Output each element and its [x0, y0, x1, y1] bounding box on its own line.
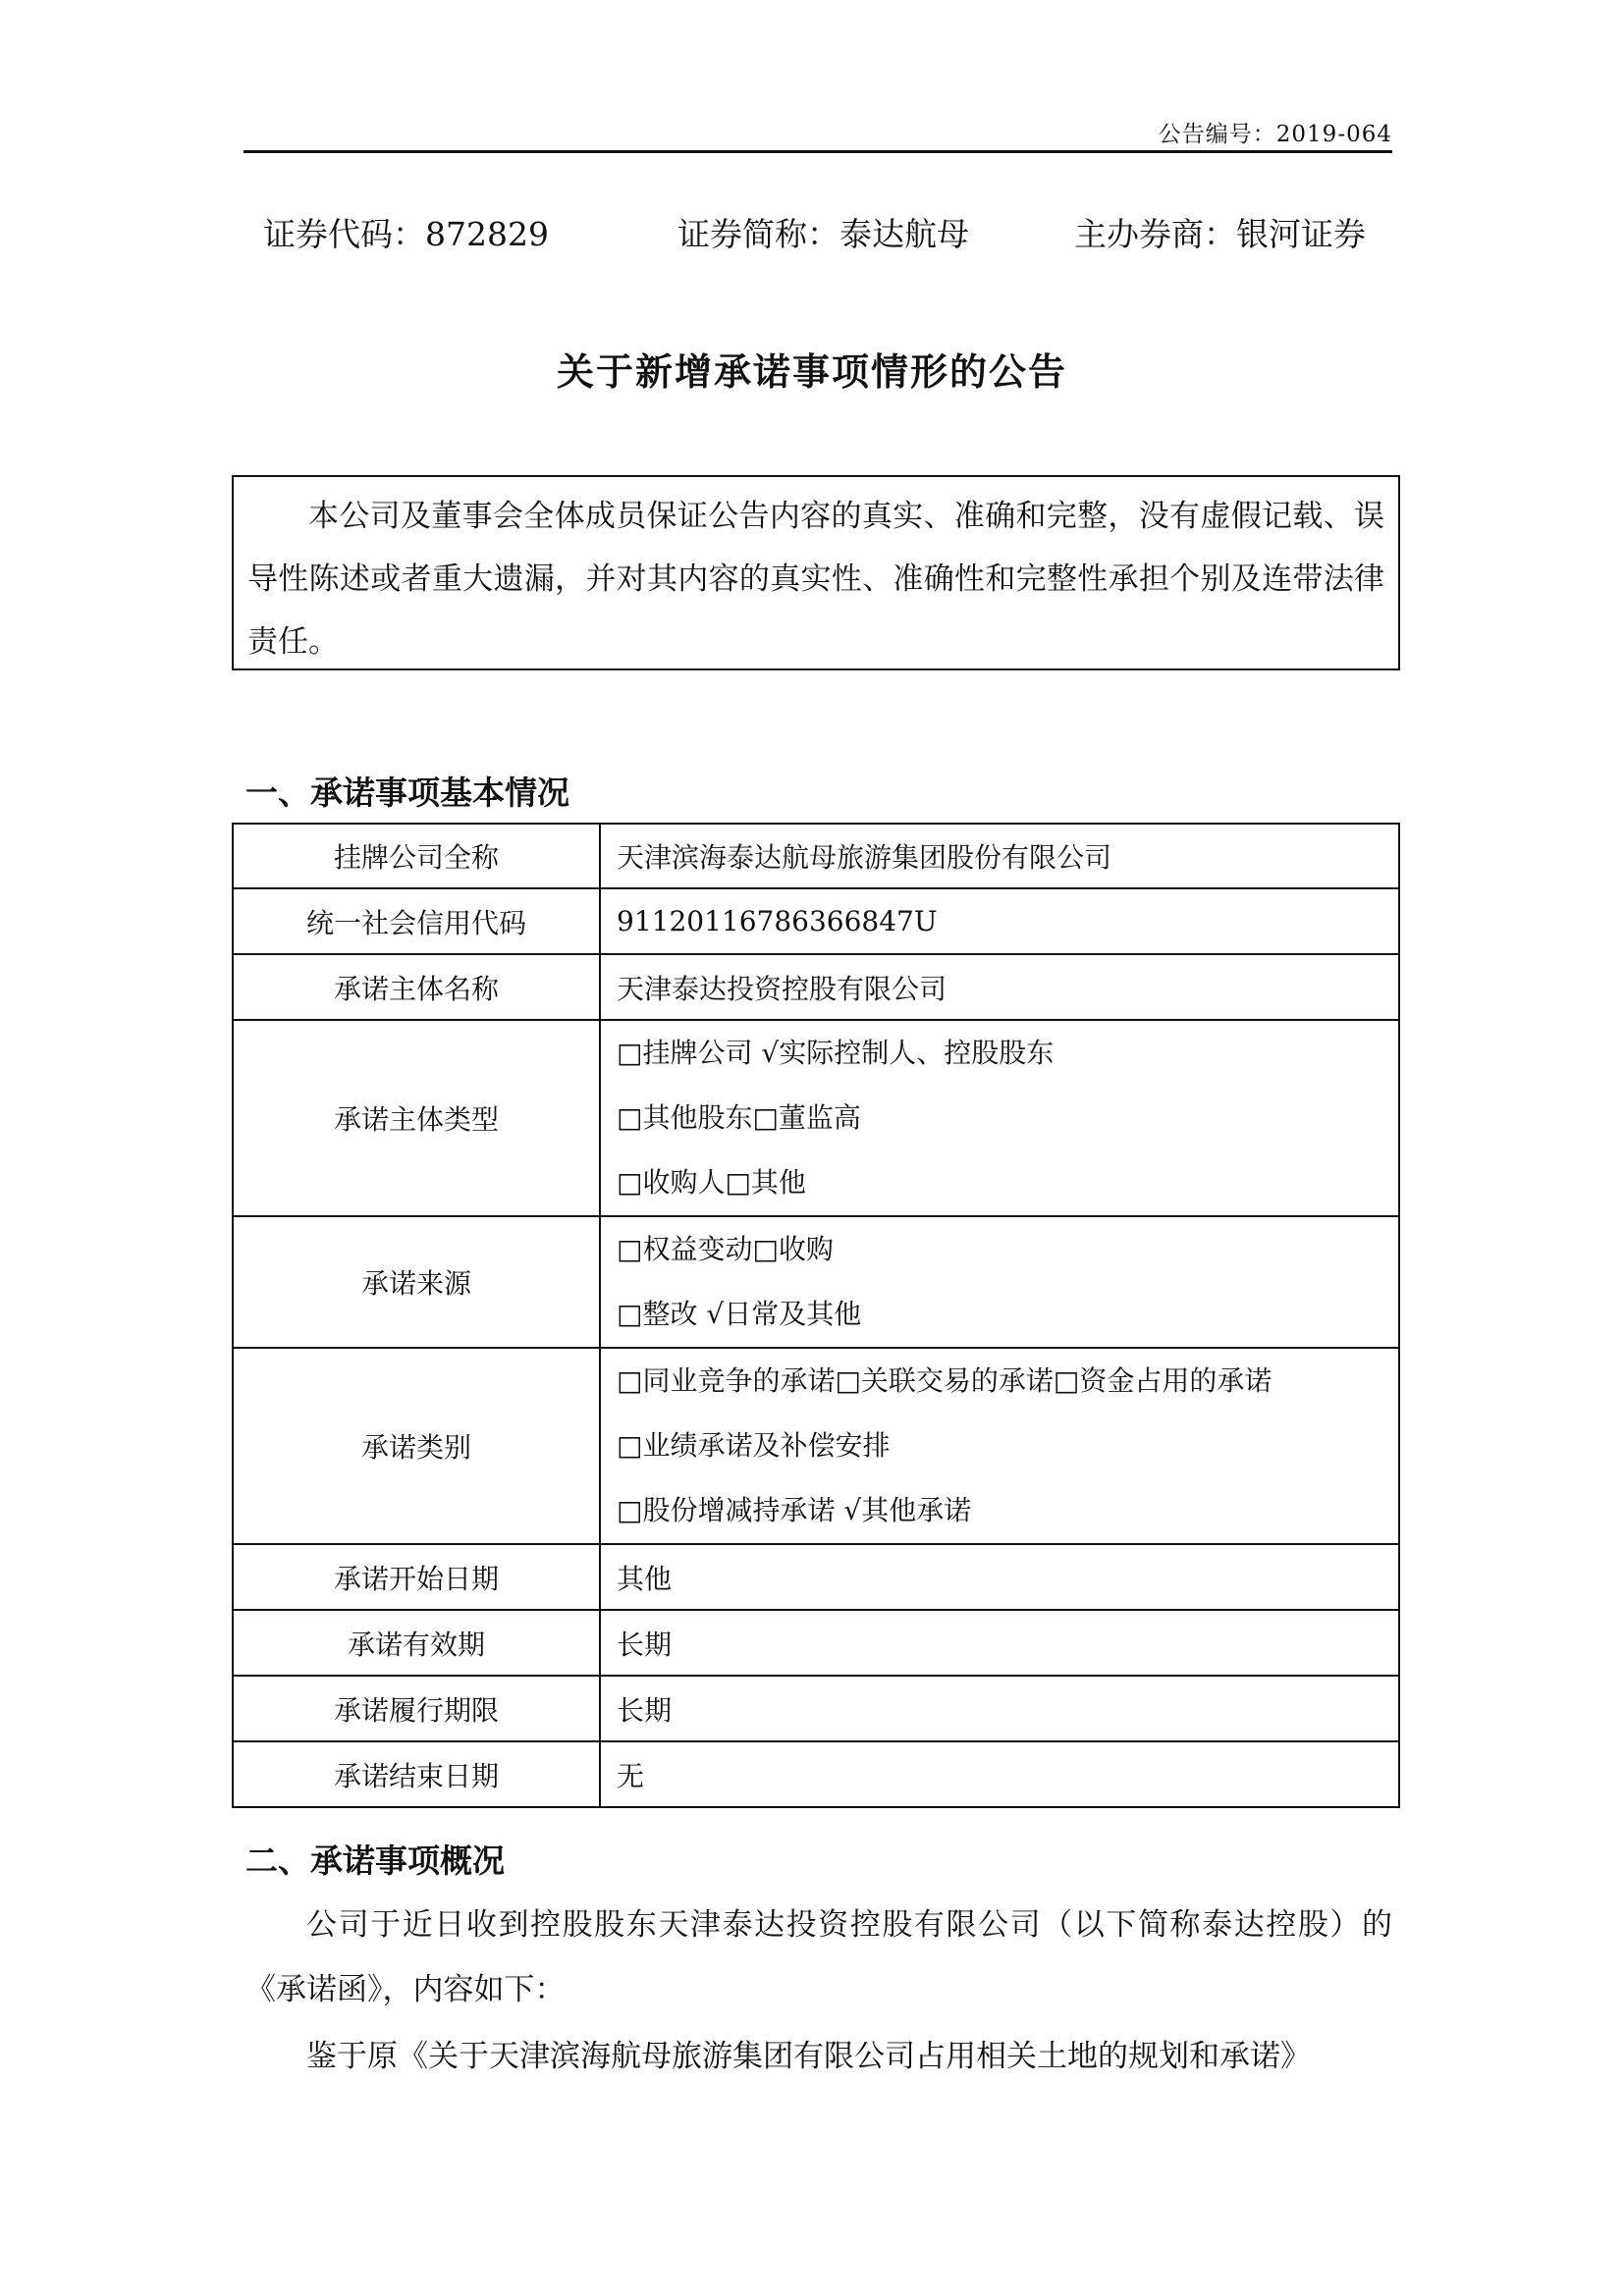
row-value: 其他: [600, 1544, 1399, 1610]
row-label: 承诺履行期限: [233, 1676, 600, 1741]
table-row: [233, 1741, 1399, 1807]
row-label: 承诺有效期: [233, 1610, 600, 1676]
row-value: 长期: [600, 1676, 1399, 1741]
body-paragraph: 公司于近日收到控股股东天津泰达投资控股有限公司（以下简称泰达控股）的《承诺函》，内容如下：: [245, 1907, 1392, 2007]
row-value: 无: [600, 1741, 1399, 1807]
table-row: [233, 1544, 1399, 1610]
section-1-heading: 一、承诺事项基本情况: [245, 774, 569, 812]
document-title: 关于新增承诺事项情形的公告: [556, 349, 1067, 394]
row-options: [600, 1020, 1399, 1216]
table-row: [233, 1676, 1399, 1741]
table-row: [233, 888, 1399, 954]
checkbox-option: □其他股东□董监高: [617, 1101, 861, 1134]
checkbox-option: □收购人□其他: [617, 1166, 806, 1199]
section-2-heading: 二、承诺事项概况: [245, 1842, 505, 1880]
table-row: [233, 1348, 1399, 1544]
table-row: [233, 1020, 1399, 1216]
security-code: 证券代码：872829: [263, 215, 549, 253]
commitment-info-table: [232, 823, 1400, 1808]
security-abbreviation: 证券简称：泰达航母: [677, 215, 969, 253]
checkbox-option: □股份增减持承诺 √其他承诺: [617, 1494, 972, 1526]
row-label: 承诺主体类型: [233, 1020, 600, 1216]
row-value: 91120116786366847U: [600, 888, 1399, 954]
checkbox-option: □挂牌公司 √实际控制人、控股股东: [617, 1037, 1055, 1069]
table-row: [233, 1216, 1399, 1348]
table-row: [233, 954, 1399, 1020]
row-value: 长期: [600, 1610, 1399, 1676]
row-label: 承诺结束日期: [233, 1741, 600, 1807]
header-divider: [244, 150, 1392, 153]
row-label: 承诺类别: [233, 1348, 600, 1544]
checkbox-option: □整改 √日常及其他: [617, 1298, 862, 1330]
board-statement-text: 本公司及董事会全体成员保证公告内容的真实、准确和完整，没有虚假记载、误导性陈述或者重大遗漏，并对其内容的真实性、准确性和完整性承担个别及连带法律责任。: [247, 499, 1384, 660]
row-label: 承诺主体名称: [233, 954, 600, 1020]
row-label: 承诺来源: [233, 1216, 600, 1348]
announcement-number: 公告编号：2019-064: [1158, 122, 1392, 147]
body-paragraph: 鉴于原《关于天津滨海航母旅游集团有限公司占用相关土地的规划和承诺》: [306, 2039, 1311, 2074]
checkbox-option: □同业竞争的承诺□关联交易的承诺□资金占用的承诺: [617, 1364, 1272, 1397]
row-value: 天津滨海泰达航母旅游集团股份有限公司: [600, 824, 1399, 888]
table-row: [233, 1610, 1399, 1676]
board-statement-box: [232, 475, 1400, 670]
row-value: 天津泰达投资控股有限公司: [600, 954, 1399, 1020]
checkbox-option: □权益变动□收购: [617, 1233, 834, 1265]
row-options: [600, 1216, 1399, 1348]
row-label: 统一社会信用代码: [233, 888, 600, 954]
row-label: 承诺开始日期: [233, 1544, 600, 1610]
row-options: [600, 1348, 1399, 1544]
row-label: 挂牌公司全称: [233, 824, 600, 888]
table-row: [233, 824, 1399, 888]
sponsor-broker: 主办券商：银河证券: [1074, 215, 1366, 253]
checkbox-option: □业绩承诺及补偿安排: [617, 1429, 891, 1462]
